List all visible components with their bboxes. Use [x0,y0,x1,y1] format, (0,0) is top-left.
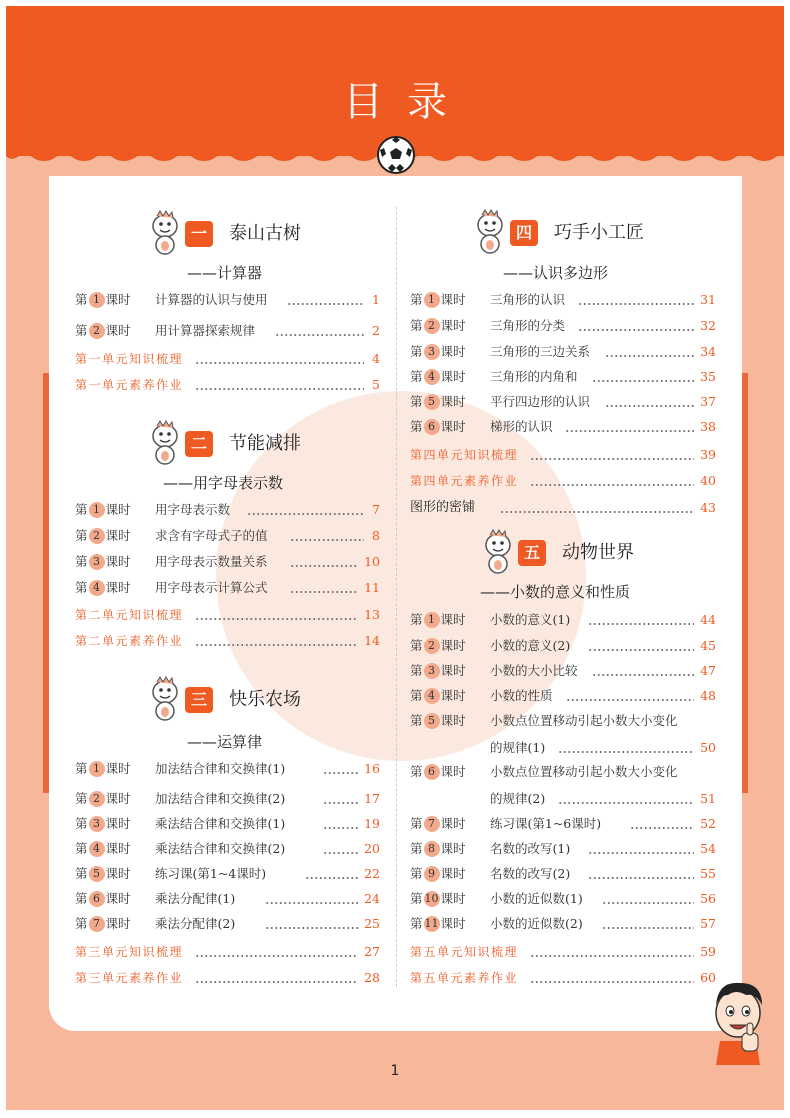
lesson-topic: 梯形的认识 [490,419,553,434]
page-title: 目录 [343,79,471,125]
page-number: 44 [700,612,716,627]
unit-subtitle: ——小数的意义和性质 [480,583,631,601]
review-label: 第四单元素养作业 [410,474,519,488]
page-number: 47 [700,663,716,678]
lesson-topic: 名数的改写(1) [490,841,571,856]
lesson-row[interactable]: 第 7 课时 乘法分配律(2) 25 [75,913,380,935]
lesson-row[interactable]: 第 1 课时 加法结合律和交换律(1) 16 [75,758,380,780]
unit-title: 动物世界 [562,542,634,563]
lesson-topic: 小数的近似数(1) [490,891,583,906]
dinosaur-mascot-icon [145,676,185,722]
page-number: 60 [700,970,716,985]
page-number: 56 [700,891,716,906]
review-row[interactable] [410,967,716,989]
lesson-topic: 乘法结合律和交换律(2) [155,841,286,856]
page-number: 8 [372,528,380,543]
review-row[interactable] [410,444,716,466]
lesson-row[interactable]: 第 10 课时 小数的近似数(1) 56 [410,888,716,910]
unit-title: 泰山古树 [229,223,301,244]
page-number: 52 [700,816,716,831]
lesson-topic: 用字母表示计算公式 [155,580,268,595]
lesson-row[interactable]: 第 8 课时 名数的改写(1) 54 [410,838,716,860]
lesson-row[interactable]: 第 11 课时 小数的近似数(2) 57 [410,913,716,935]
review-label: 第三单元知识梳理 [75,945,184,959]
page-number: 54 [700,841,716,856]
review-label: 第一单元素养作业 [75,378,184,392]
page-number: 5 [372,377,380,392]
lesson-topic: 乘法结合律和交换律(1) [155,816,286,831]
column-divider [396,207,397,987]
page-number: 51 [700,791,716,806]
review-row[interactable] [75,348,380,370]
page-number: 2 [372,323,380,338]
page-number: 13 [364,607,380,622]
lesson-row[interactable]: 第 3 课时 乘法结合律和交换律(1) 19 [75,813,380,835]
page-number: 38 [700,419,716,434]
lesson-topic: 练习课(第1~6课时) [490,816,602,831]
page-number: 17 [364,791,380,806]
page-number: 50 [700,740,716,755]
lesson-topic: 三角形的分类 [490,318,566,333]
unit-badge: 五 [518,540,546,566]
lesson-topic-continued: 的规律(1) [490,740,546,755]
page-number: 7 [372,502,380,517]
lesson-topic-continued: 的规律(2) [490,791,546,806]
lesson-row[interactable]: 第 6 课时 小数点位置移动引起小数大小变化 的规律(2) 51 [410,761,716,809]
lesson-row[interactable]: 第 7 课时 练习课(第1~6课时) 52 [410,813,716,835]
lesson-row[interactable]: 第 4 课时 三角形的内角和 35 [410,366,716,388]
unit-subtitle: ——认识多边形 [503,264,609,282]
lesson-topic: 小数点位置移动引起小数大小变化 [490,764,678,779]
page-number: 31 [700,292,716,307]
lesson-topic: 小数的意义(1) [490,612,571,627]
lesson-row[interactable]: 第 1 课时 三角形的认识 31 [410,289,716,311]
page-number: 10 [364,554,380,569]
lesson-row[interactable]: 第 5 课时 平行四边形的认识 37 [410,391,716,413]
lesson-topic: 平行四边形的认识 [490,394,591,409]
review-label: 第五单元知识梳理 [410,945,519,959]
page-number: 55 [700,866,716,881]
unit-title: 快乐农场 [229,689,301,710]
dinosaur-mascot-icon [470,209,510,255]
lesson-row[interactable]: 第 2 课时 用计算器探索规律 2 [75,320,380,342]
lesson-row[interactable]: 第 2 课时 三角形的分类 32 [410,315,716,337]
page-number: 27 [364,944,380,959]
page-number: 4 [372,351,380,366]
lesson-number: 1 [89,292,105,308]
lesson-topic: 用字母表示数 [155,502,231,517]
lesson-topic: 用计算器探索规律 [155,323,256,338]
lesson-topic: 三角形的认识 [490,292,566,307]
lesson-row[interactable]: 第 1 课时 计算器的认识与使用 1 [75,289,380,311]
lesson-row[interactable]: 第 9 课时 名数的改写(2) 55 [410,863,716,885]
review-row[interactable] [75,374,380,396]
page-number: 39 [700,447,716,462]
page-number: 35 [700,369,716,384]
unit-header [145,214,375,254]
lesson-topic: 求含有字母式子的值 [155,528,268,543]
review-label: 第一单元知识梳理 [75,352,184,366]
unit-badge: 四 [510,220,538,246]
lesson-topic: 三角形的三边关系 [490,344,591,359]
page-number: 43 [700,500,716,515]
lesson-row[interactable]: 第 4 课时 小数的性质 48 [410,685,716,707]
unit-title: 节能减排 [229,433,301,454]
lesson-row[interactable]: 第 5 课时 练习课(第1~4课时) 22 [75,863,380,885]
unit-subtitle: ——用字母表示数 [163,474,284,492]
kid-thumbs-up-icon [706,975,772,1065]
page-number-footer: 1 [390,1063,400,1079]
unit-subtitle: ——运算律 [187,733,263,751]
lesson-topic: 小数的大小比较 [490,663,578,678]
lesson-topic: 三角形的内角和 [490,369,578,384]
page-number: 20 [364,841,380,856]
review-row[interactable] [75,630,380,652]
review-row[interactable] [410,941,716,963]
review-label: 第二单元素养作业 [75,634,184,648]
special-topic-label: 图形的密铺 [410,500,476,515]
page-number: 40 [700,473,716,488]
page-number: 14 [364,633,380,648]
lesson-topic: 小数的近似数(2) [490,916,583,931]
special-topic-row[interactable] [410,497,716,519]
page-number: 59 [700,944,716,959]
lesson-row[interactable]: 第 2 课时 小数的意义(2) 45 [410,635,716,657]
lesson-row[interactable]: 第 3 课时 小数的大小比较 47 [410,660,716,682]
lesson-row[interactable]: 第 3 课时 用字母表示数量关系 10 [75,551,380,573]
page-number: 25 [364,916,380,931]
lesson-topic: 加法结合律和交换律(2) [155,791,286,806]
unit-header [478,533,718,573]
review-row[interactable] [410,470,716,492]
page-number: 48 [700,688,716,703]
lesson-topic: 小数的意义(2) [490,638,571,653]
lesson-row[interactable]: 第 2 课时 加法结合律和交换律(2) 17 [75,788,380,810]
lesson-row[interactable]: 第 1 课时 小数的意义(1) 44 [410,609,716,631]
page-number: 19 [364,816,380,831]
unit-badge: 一 [185,221,213,247]
page-number: 57 [700,916,716,931]
lesson-topic: 名数的改写(2) [490,866,571,881]
lesson-topic: 练习课(第1~4课时) [155,866,267,881]
lesson-row[interactable]: 第 4 课时 用字母表示计算公式 11 [75,577,380,599]
page-number: 24 [364,891,380,906]
page-number: 45 [700,638,716,653]
lesson-row[interactable]: 第 1 课时 用字母表示数 7 [75,499,380,521]
dinosaur-mascot-icon [145,420,185,466]
unit-title: 巧手小工匠 [554,222,644,243]
review-label: 第三单元素养作业 [75,971,184,985]
lesson-topic: 乘法分配律(2) [155,916,236,931]
review-row[interactable] [75,967,380,989]
page-number: 28 [364,970,380,985]
lesson-row[interactable]: 第 6 课时 梯形的认识 38 [410,416,716,438]
soccer-ball-icon [376,135,416,175]
lesson-row[interactable]: 第 6 课时 乘法分配律(1) 24 [75,888,380,910]
page-number: 22 [364,866,380,881]
lesson-number: 2 [89,323,105,339]
review-label: 第二单元知识梳理 [75,608,184,622]
dinosaur-mascot-icon [145,210,185,256]
dinosaur-mascot-icon [478,529,518,575]
lesson-topic: 乘法分配律(1) [155,891,236,906]
page-number: 37 [700,394,716,409]
unit-badge: 二 [185,431,213,457]
lesson-topic: 加法结合律和交换律(1) [155,761,286,776]
page-number: 16 [364,761,380,776]
review-label: 第五单元素养作业 [410,971,519,985]
lesson-topic: 用字母表示数量关系 [155,554,268,569]
lesson-row[interactable]: 第 5 课时 小数点位置移动引起小数大小变化 的规律(1) 50 [410,710,716,758]
lesson-topic: 小数的性质 [490,688,553,703]
review-row[interactable] [75,604,380,626]
page-number: 1 [372,292,380,307]
unit-header [145,680,375,720]
unit-subtitle: ——计算器 [187,264,263,282]
lesson-row[interactable]: 第 3 课时 三角形的三边关系 34 [410,341,716,363]
page-number: 32 [700,318,716,333]
lesson-topic: 小数点位置移动引起小数大小变化 [490,713,678,728]
review-label: 第四单元知识梳理 [410,448,519,462]
page-number: 11 [364,580,380,595]
unit-header [145,424,375,464]
page-number: 34 [700,344,716,359]
review-row[interactable] [75,941,380,963]
lesson-topic: 计算器的认识与使用 [155,292,268,307]
unit-badge: 三 [185,687,213,713]
lesson-row[interactable]: 第 2 课时 求含有字母式子的值 8 [75,525,380,547]
lesson-row[interactable]: 第 4 课时 乘法结合律和交换律(2) 20 [75,838,380,860]
unit-header [470,213,710,253]
